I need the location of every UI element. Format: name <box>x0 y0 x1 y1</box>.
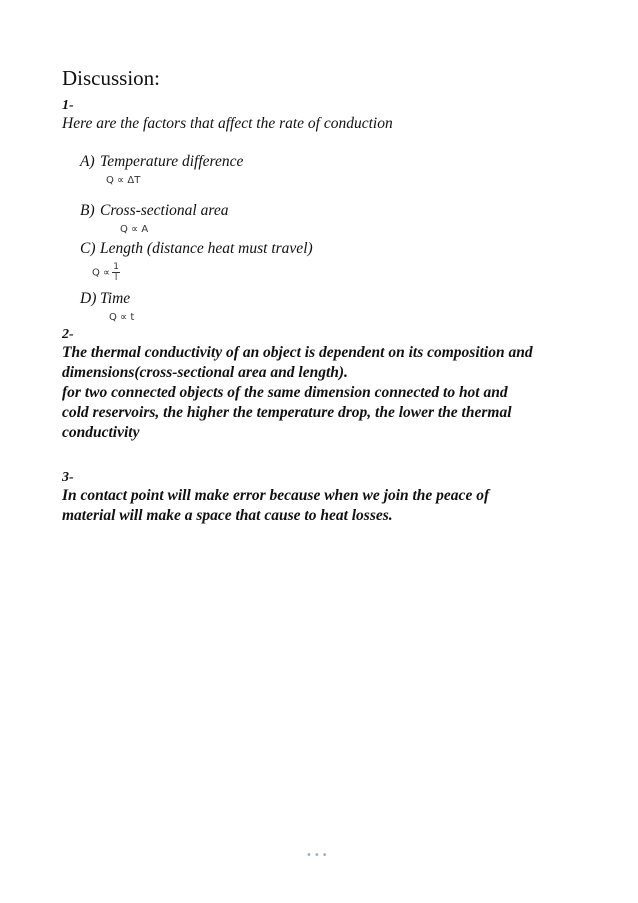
factor-d <box>80 290 130 308</box>
formula-b: Q ∝ A <box>120 224 149 235</box>
section-2-line: cold reservoirs, the higher the temperature drop, the lower the thermal <box>62 404 512 421</box>
section-3-number: 3- <box>62 470 74 485</box>
section-2-line: for two connected objects of the same dimension connected to hot and <box>62 384 508 401</box>
formula-c-prefix: Q ∝ <box>92 267 111 279</box>
section-2-line: The thermal conductivity of an object is dependent on its composition and <box>62 344 533 361</box>
factor-b-label: Cross-sectional area <box>100 202 229 219</box>
factor-a <box>80 153 243 171</box>
factor-d-label: Time <box>100 290 131 307</box>
factor-c-label: Length (distance heat must travel) <box>100 240 313 257</box>
section-2-number: 2- <box>62 327 74 342</box>
factor-a-label: Temperature difference <box>100 153 244 170</box>
formula-c <box>92 262 120 283</box>
section-1-number: 1- <box>62 98 74 113</box>
factor-a-letter: A) <box>80 153 95 170</box>
formula-d: Q ∝ t <box>109 312 135 323</box>
formula-c-denominator: l <box>114 273 118 283</box>
section-2-line: dimensions(cross-sectional area and length). <box>62 364 348 381</box>
factor-c-letter: C) <box>80 240 96 257</box>
factor-b-letter: B) <box>80 202 95 219</box>
formula-c-numerator: 1 <box>113 262 119 272</box>
section-3-line: In contact point will make error because when we join the peace of <box>62 487 490 504</box>
formula-c-fraction <box>112 262 120 283</box>
factor-b <box>80 202 228 220</box>
discussion-heading: Discussion: <box>62 66 161 90</box>
formula-a: Q ∝ ΔT <box>106 175 141 186</box>
section-2-line: conductivity <box>62 424 140 441</box>
factor-d-letter: D) <box>80 290 97 307</box>
section-1-intro: Here are the factors that affect the rate of conduction <box>62 115 393 132</box>
factor-c <box>80 240 313 258</box>
page-footer-dots: ••• <box>306 850 330 861</box>
section-3-line: material will make a space that cause to heat losses. <box>62 507 393 524</box>
